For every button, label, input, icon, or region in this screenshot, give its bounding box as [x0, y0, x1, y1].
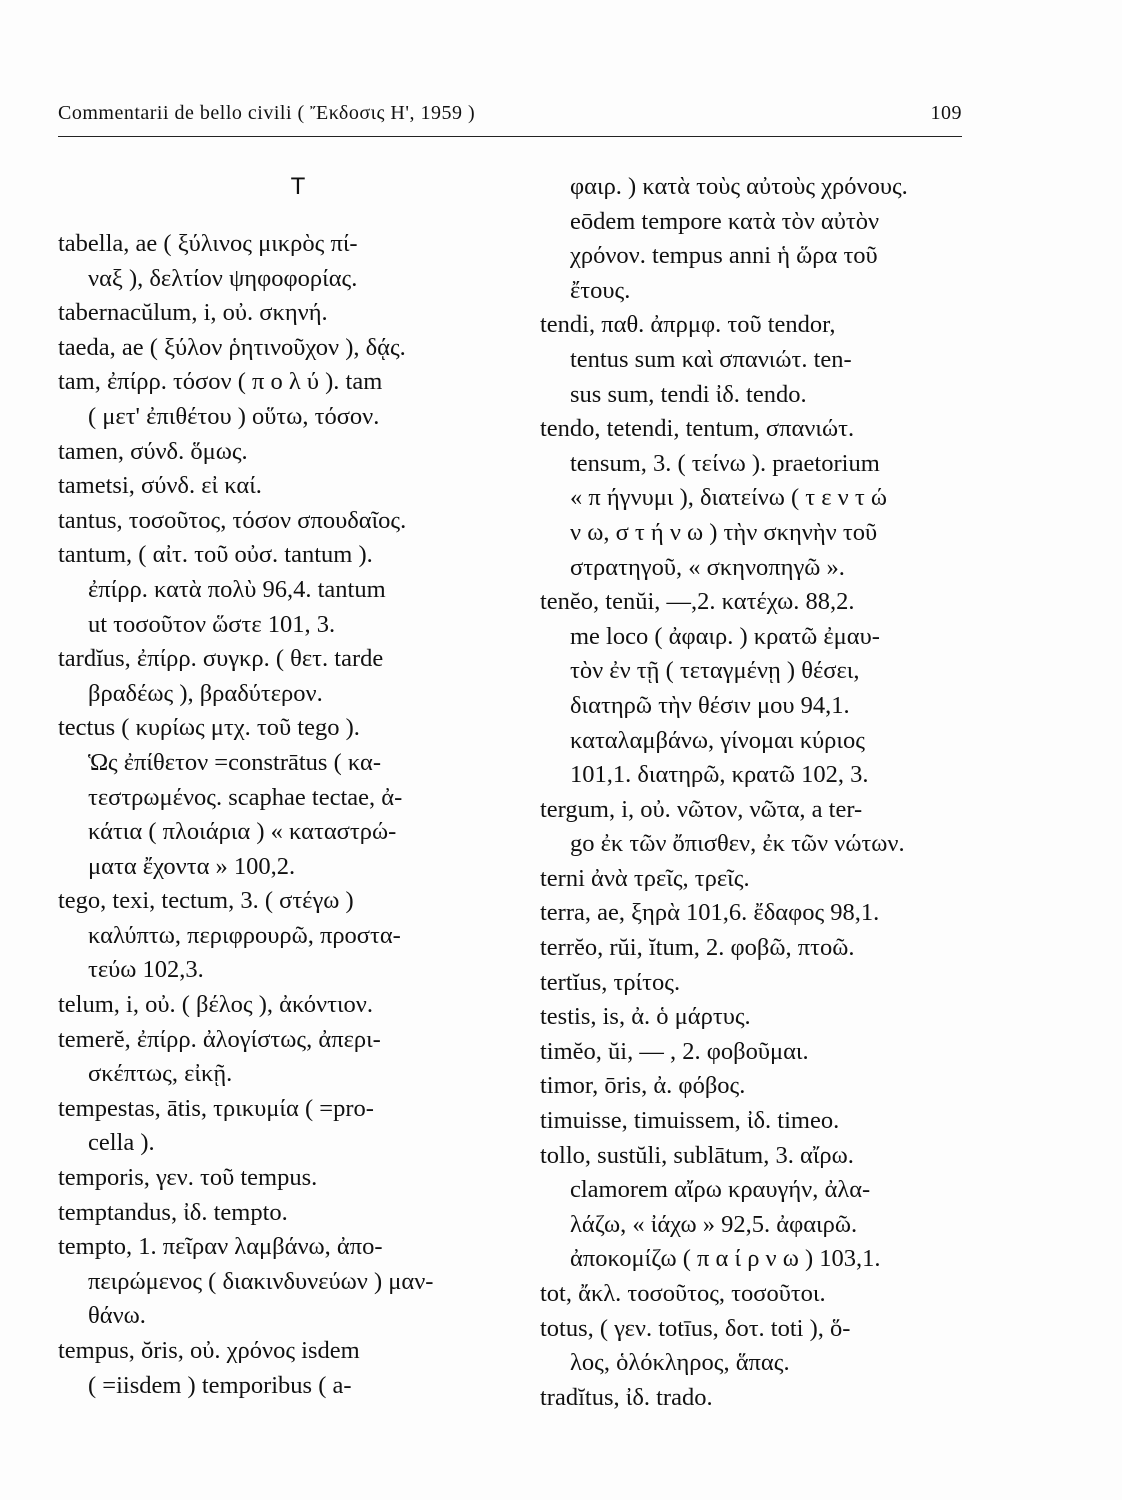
entry-continuation-line: σκέπτως, εἰκῇ. — [88, 1060, 233, 1088]
entry-line: tam, ἐπίρρ. τόσον ( π ο λ ύ ). tam — [58, 368, 383, 396]
entry-line: tantum, ( αἰτ. τοῦ οὐσ. tantum ). — [58, 541, 373, 569]
entry-line: tabernacŭlum, i, οὐ. σκηνή. — [58, 299, 328, 327]
entry-continuation-line: ἐπίρρ. κατὰ πολὺ 96,4. tantum — [88, 575, 386, 603]
entry-continuation-line: ἀποκομίζω ( π α ί ρ ν ω ) 103,1. — [570, 1245, 881, 1273]
entry-line: temporis, γεν. τοῦ tempus. — [58, 1164, 318, 1192]
entry-continuation-line: θάνω. — [88, 1302, 146, 1330]
entry-continuation-line: βραδέως ), βραδύτερον. — [88, 679, 323, 707]
entry-line: tendo, tetendi, tentum, σπανιώτ. — [540, 415, 855, 443]
entry-continuation-line: διατηρῶ τὴν θέσιν μου 94,1. — [570, 691, 850, 719]
entry-continuation-line: « π ήγνυμι ), διατείνω ( τ ε ν τ ώ — [570, 484, 887, 512]
entry-line: tametsi, σύνδ. εἰ καί. — [58, 472, 262, 500]
running-header — [58, 96, 962, 137]
entry-continuation-line: tentus sum καὶ σπανιώτ. ten- — [570, 345, 852, 373]
entry-line: terra, ae, ξηρὰ 101,6. ἔδαφος 98,1. — [540, 899, 880, 927]
entry-line: tempto, 1. πεῖραν λαμβάνω, ἀπο- — [58, 1233, 383, 1261]
entry-line: tempus, ŏris, οὐ. χρόνος isdem — [58, 1337, 360, 1364]
entry-line: testis, is, ἀ. ὁ μάρτυς. — [540, 1003, 751, 1031]
entry-line: terrĕo, rŭi, ĭtum, 2. φοβῶ, πτοῶ. — [540, 934, 855, 962]
entry-continuation-line: 101,1. διατηρῶ, κρατῶ 102, 3. — [570, 761, 869, 789]
entry-continuation-line: ut τοσοῦτον ὥστε 101, 3. — [88, 610, 336, 638]
entry-line: timuisse, timuissem, ἰδ. timeo. — [540, 1107, 840, 1135]
entry-line: tempestas, ātis, τρικυμία ( =pro- — [58, 1094, 374, 1122]
entry-continuation-line: καλύπτω, περιφρουρῶ, προστα- — [88, 921, 401, 949]
entry-continuation-line: ναξ ), δελτίον ψηφοφορίας. — [88, 264, 358, 292]
entry-line: tollo, sustŭli, sublātum, 3. αἴρω. — [540, 1141, 854, 1169]
entry-line: timor, ōris, ἀ. φόβος. — [540, 1072, 746, 1100]
entry-line: tergum, i, οὐ. νῶτον, νῶτα, a ter- — [540, 795, 863, 823]
entry-line: taeda, ae ( ξύλον ῥητινοῦχον ), δᾴς. — [58, 333, 406, 361]
entry-continuation-line: ν ω, σ τ ή ν ω ) τὴν σκηνὴν τοῦ — [570, 518, 878, 546]
entry-line: tendi, παθ. ἀπρμφ. τοῦ tendor, — [540, 311, 836, 339]
entry-line: temerĕ, ἐπίρρ. ἀλογίστως, ἀπερι- — [58, 1025, 381, 1053]
right-column — [540, 170, 965, 1415]
entry-continuation-line: sus sum, tendi ἰδ. tendo. — [570, 380, 807, 408]
entry-line: timĕo, ŭi, — , 2. φοβοῦμαι. — [540, 1037, 809, 1065]
entry-continuation-line: λάζω, « ἰάχω » 92,5. ἀφαιρῶ. — [570, 1210, 858, 1238]
entry-line: temptandus, ἰδ. tempto. — [58, 1198, 288, 1226]
entry-continuation-line: στρατηγοῦ, « σκηνοπηγῶ ». — [570, 553, 845, 581]
entry-continuation-line: τεύω 102,3. — [88, 956, 204, 984]
entry-continuation-line: ματα ἔχοντα » 100,2. — [88, 852, 296, 880]
entry-continuation-line: τεστρωμένος. scaphae tectae, ἀ- — [88, 783, 403, 811]
header-title: Commentarii de bello civili ( Ἔκδοσις Η', 1959 ) — [58, 102, 476, 124]
entry-continuation-line: Ὡς ἐπίθετον =constrātus ( κα- — [88, 748, 381, 776]
entry-line: tenĕo, tenŭi, —,2. κατέχω. 88,2. — [540, 588, 855, 616]
entry-line: telum, i, οὐ. ( βέλος ), ἀκόντιον. — [58, 991, 373, 1019]
entry-line: tantus, τοσοῦτος, τόσον σπουδαῖος. — [58, 506, 407, 534]
entry-continuation-line: τὸν ἐν τῇ ( τεταγμένῃ ) θέσει, — [570, 657, 860, 685]
entry-line: terni ἀνὰ τρεῖς, τρεῖς. — [540, 864, 750, 892]
entry-line: tabella, ae ( ξύλινος μικρὸς πί- — [58, 230, 358, 257]
entry-continuation-line: πειρώμενος ( διακινδυνεύων ) μαν- — [88, 1267, 434, 1295]
entry-continuation-line: φαιρ. ) κατὰ τοὺς αὐτοὺς χρόνους. — [570, 173, 908, 200]
entry-line: totus, ( γεν. totīus, δοτ. toti ), ὅ- — [540, 1314, 851, 1342]
entry-line: tectus ( κυρίως μτχ. τοῦ tego ). — [58, 714, 360, 742]
entry-line: tot, ἄκλ. τοσοῦτος, τοσοῦτοι. — [540, 1280, 826, 1307]
entry-line: tamen, σύνδ. ὅμως. — [58, 437, 248, 465]
entry-continuation-line: ἔτους. — [570, 276, 631, 304]
entry-continuation-line: eōdem tempore κατὰ τὸν αὐτὸν — [570, 207, 880, 235]
entry-continuation-line: ( =iisdem ) temporibus ( a- — [88, 1371, 352, 1399]
entry-continuation-line: λος, ὁλόκληρος, ἅπας. — [570, 1349, 790, 1377]
page-number: 109 — [930, 102, 962, 124]
entry-continuation-line: κάτια ( πλοιάρια ) « καταστρώ- — [88, 818, 397, 846]
entry-line: tertĭus, τρίτος. — [540, 968, 681, 996]
entry-continuation-line: καταλαμβάνω, γίνομαι κύριος — [570, 726, 865, 754]
entry-continuation-line: ( μετ' ἐπιθέτου ) οὕτω, τόσον. — [88, 402, 380, 430]
section-letter: T — [290, 173, 306, 200]
entry-continuation-line: go ἐκ τῶν ὄπισθεν, ἐκ τῶν νώτων. — [570, 830, 905, 858]
entry-line: tego, texi, tectum, 3. ( στέγω ) — [58, 887, 354, 915]
entry-continuation-line: tensum, 3. ( τείνω ). praetorium — [570, 449, 880, 477]
entry-line: tradĭtus, ἰδ. trado. — [540, 1383, 713, 1411]
left-column — [58, 170, 508, 1403]
entry-continuation-line: χρόνον. tempus anni ἡ ὥρα τοῦ — [570, 242, 878, 270]
entry-continuation-line: cella ). — [88, 1129, 155, 1157]
entry-continuation-line: clamorem αἴρω κραυγήν, ἀλα- — [570, 1176, 871, 1204]
entry-continuation-line: me loco ( ἀφαιρ. ) κρατῶ ἐμαυ- — [570, 622, 880, 650]
entry-line: tardĭus, ἐπίρρ. συγκρ. ( θετ. tarde — [58, 645, 384, 673]
